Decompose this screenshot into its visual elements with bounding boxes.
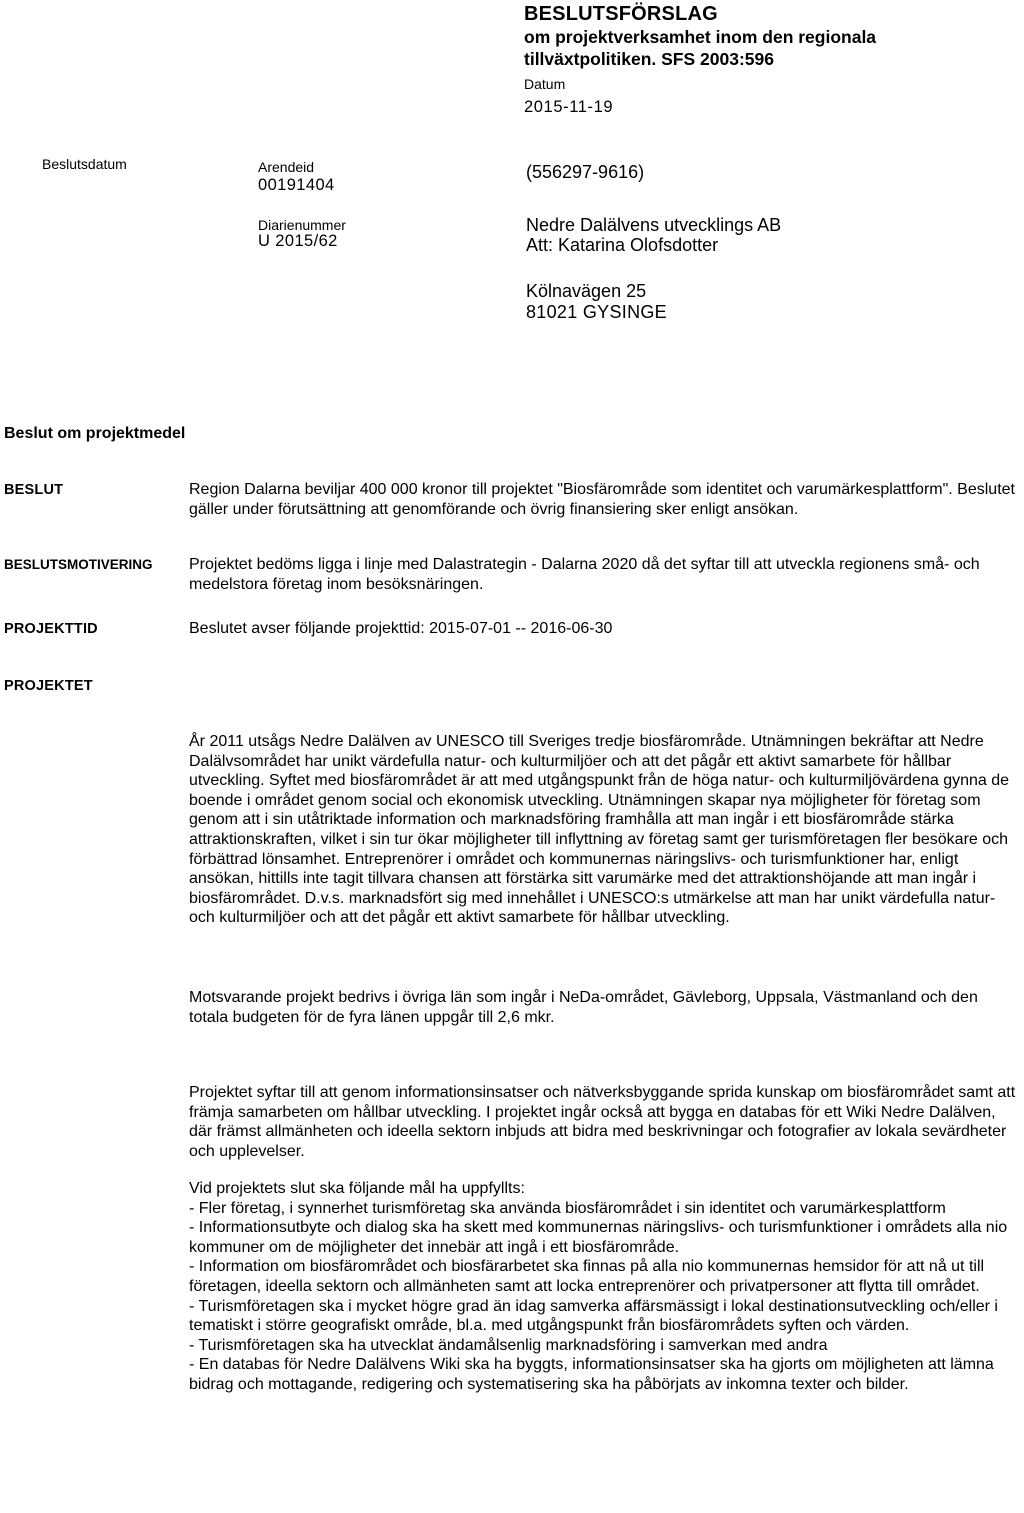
recipient-postal-city: 81021 GYSINGE [526, 302, 667, 322]
goal-item: - Turismföretagen ska ha utvecklat ändamålsenlig marknadsföring i samverkan med andra [189, 1336, 828, 1354]
decision-title: Beslut om projektmedel [4, 425, 186, 442]
diarienummer-value: U 2015/62 [258, 232, 338, 250]
beslut-text: Region Dalarna beviljar 400 000 kronor till projektet "Biosfärområde som identitet och varumärkesplattform". Beslutet gäller under förutsättning att genomförande och övrig finansiering sker enligt ansökan. [189, 481, 1015, 518]
project-paragraph-3: Projektet syftar till att genom informationsinsatser och nätverksbyggande sprida kunskap om biosfärområdet samt att främja samarbeten om hållbar utveckling. I projektet ingår också att bygga en databas för ett Wiki Nedre Dalälven, där främst allmänheten och ideella sektorn inbjuds att bidra med beskrivningar och fotografier av lokala sevärdheter och upplevelser. [189, 1084, 1016, 1160]
beslutsmotivering-label: BESLUTSMOTIVERING [4, 557, 153, 572]
recipient-org-number: (556297-9616) [526, 162, 645, 182]
goal-item: - Turismföretagen ska i mycket högre grad än idag samverka affärsmässigt i lokal destinationsutveckling och/eller i tematiskt i större geografiskt område, bl.a. med utgångspunkt från biosfärområdets syften och värden. [189, 1297, 998, 1335]
goal-item: - Informationsutbyte och dialog ska ha skett med kommunernas näringslivs- och turismfunktioner i områdets alla nio kommuner om de möjligheter det innebär att ingå i ett biosfärområde. [189, 1219, 1008, 1256]
goals-intro: Vid projektets slut ska följande mål ha uppfyllts: [189, 1180, 525, 1197]
projektet-label: PROJEKTET [4, 678, 93, 694]
diarienummer-label: Diarienummer [258, 217, 346, 233]
projekttid-text: Beslutet avser följande projekttid: 2015-07-01 -- 2016-06-30 [189, 620, 613, 637]
arendeid-label: Arendeid [258, 159, 315, 175]
goal-item: - Information om biosfärområdet och biosfärarbetet ska finnas på alla nio kommunernas hemsidor för att nå ut till företagen, ideella sektorn och allmänheten samt att locka entreprenörer och privatpersoner att flytta till området. [189, 1258, 985, 1295]
document-title: BESLUTSFÖRSLAG [524, 3, 718, 25]
goal-item: - En databas för Nedre Dalälvens Wiki ska ha byggts, informationsinsatser ska ha gjorts om möjligheten att lämna bidrag och mottagande, redigering och systematisering ska ha påbörjats av inkomna texter och bilder. [189, 1356, 994, 1393]
recipient-attention: Att: Katarina Olofsdotter [526, 235, 719, 255]
project-goals [189, 1179, 1024, 1395]
recipient-street: Kölnavägen 25 [526, 281, 647, 301]
project-paragraph-2: Motsvarande projekt bedrivs i övriga län som ingår i NeDa-området, Gävleborg, Uppsala, Västmanland och den totala budgeten för de fyra länen uppgår till 2,6 mkr. [189, 989, 978, 1026]
goals-list [189, 1199, 1024, 1395]
beslutsmotivering-text: Projektet bedöms ligga i linje med Dalastrategin - Dalarna 2020 då det syftar till att utveckla regionens små- och medelstora företag inom besöksnäringen. [189, 556, 980, 593]
project-paragraph-1: År 2011 utsågs Nedre Dalälven av UNESCO till Sveriges tredje biosfärområde. Utnämningen bekräftar att Nedre Dalälvsområdet har unikt värdefulla natur- och kulturmiljöer och att det pågår ett aktivt samarbete för hållbar utveckling. Syftet med biosfärområdet är att med utgångspunkt från de höga natur- och kulturmiljövärdena gynna de boende i området genom social och ekonomisk utveckling. Utnämningen skapar nya möjligheter för företag som genom att i sin utåtriktade information och marknadsföring framhålla att man ingår i ett biosfärområde stärka attraktionskraften, vilket i sin tur ökar möjligheter till inflyttning av företag samt ger turismföretagen fler besökare och förbättrad lönsamhet. Entreprenörer i området och kommunernas näringslivs- och turismfunktioner har, enligt ansökan, hittills inte tagit tillvara chansen att förstärka sitt varumärke med det attraktionshöjande att man ingår i biosfärområdet. D.v.s. marknadsfört sig med innehållet i UNESCO:s utmärkelse att man har unikt värdefulla natur- och kulturmiljöer och att det pågår ett aktivt samarbete för hållbar utveckling. [189, 733, 1010, 927]
beslutsdatum-label: Beslutsdatum [42, 156, 127, 172]
goal-item: - Fler företag, i synnerhet turismföretag ska använda biosfärområdet i sin identitet och varumärkesplattform [189, 1199, 946, 1217]
datum-label: Datum [524, 76, 566, 92]
beslut-label: BESLUT [4, 482, 64, 498]
document-subtitle: om projektverksamhet inom den regionala tillväxtpolitiken. SFS 2003:596 [524, 27, 877, 69]
projekttid-label: PROJEKTTID [4, 621, 98, 637]
recipient-org-name: Nedre Dalälvens utvecklings AB [526, 215, 782, 235]
datum-value: 2015-11-19 [524, 98, 614, 116]
arendeid-value: 00191404 [258, 176, 335, 194]
